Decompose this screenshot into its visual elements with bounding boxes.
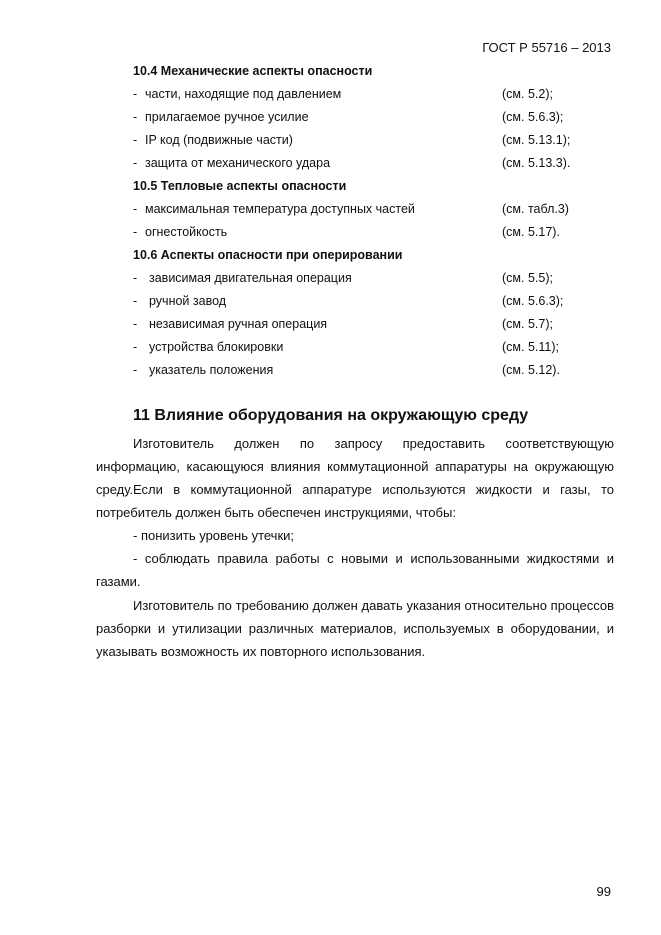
list-item — [0, 225, 661, 245]
page-number: 99 — [596, 884, 611, 899]
list-dash: - — [133, 294, 138, 308]
list-dash: - — [133, 363, 138, 377]
list-item — [0, 340, 661, 360]
list-item-label: устройства блокировки — [149, 340, 284, 354]
list-dash: - — [133, 133, 138, 147]
list-item — [0, 271, 661, 291]
list-item-ref: (см. 5.2); — [502, 87, 553, 101]
list-item-ref: (см. 5.13.3). — [502, 156, 571, 170]
list-item — [0, 317, 661, 337]
section-heading-11: 11 Влияние оборудования на окружающую среду — [133, 407, 529, 424]
list-dash: - — [133, 156, 138, 170]
section-title-10-6: 10.6 Аспекты опасности при оперировании — [133, 248, 403, 262]
list-item — [0, 133, 661, 153]
paragraph: Изготовитель должен по запросу предоставить соответствующую информацию, касающуюся влияния коммутационной аппаратуры на окружающую среду. — [96, 436, 614, 497]
section-title-10-5: 10.5 Тепловые аспекты опасности — [133, 179, 347, 193]
paragraph: - понизить уровень утечки; — [133, 528, 295, 543]
list-item-label: прилагаемое ручное усилие — [145, 110, 309, 124]
list-item — [0, 202, 661, 222]
list-item-ref: (см. 5.12). — [502, 363, 560, 377]
list-dash: - — [133, 225, 138, 239]
paragraph: Если в коммутационной аппаратуре используются жидкости и газы, то потребитель должен быть обеспечен инструкциями, чтобы: — [96, 482, 614, 520]
list-item-ref: (см. 5.11); — [502, 340, 559, 354]
list-dash: - — [133, 340, 138, 354]
list-dash: - — [133, 87, 138, 101]
section-title-10-4: 10.4 Механические аспекты опасности — [133, 64, 373, 78]
list-item-label: указатель положения — [149, 363, 274, 377]
list-item-ref: (см. табл.3) — [502, 202, 569, 216]
list-dash: - — [133, 202, 138, 216]
paragraph: Изготовитель по требованию должен давать указания относительно процессов разборки и утилизации различных материалов, используемых в оборудовании, и указывать возможность их повторного использования. — [96, 598, 614, 659]
list-item — [0, 110, 661, 130]
list-item-ref: (см. 5.5); — [502, 271, 553, 285]
list-item-ref: (см. 5.13.1); — [502, 133, 571, 147]
list-item-ref: (см. 5.6.3); — [502, 110, 564, 124]
list-item-ref: (см. 5.17). — [502, 225, 560, 239]
list-item — [0, 156, 661, 176]
list-item-label: зависимая двигательная операция — [149, 271, 352, 285]
list-item-label: защита от механического удара — [145, 156, 331, 170]
list-item — [0, 363, 661, 383]
list-item-ref: (см. 5.6.3); — [502, 294, 564, 308]
list-dash: - — [133, 110, 138, 124]
list-item-ref: (см. 5.7); — [502, 317, 553, 331]
list-item-label: части, находящие под давлением — [145, 87, 342, 101]
list-item-label: IP код (подвижные части) — [145, 133, 293, 147]
list-item — [0, 87, 661, 107]
list-item-label: максимальная температура доступных частей — [145, 202, 415, 216]
list-dash: - — [133, 271, 138, 285]
document-header: ГОСТ Р 55716 – 2013 — [482, 40, 611, 55]
list-item-label: ручной завод — [149, 294, 227, 308]
list-item — [0, 294, 661, 314]
list-item-label: независимая ручная операция — [149, 317, 328, 331]
list-item-label: огнестойкость — [145, 225, 228, 239]
list-dash: - — [133, 317, 138, 331]
paragraph: - соблюдать правила работы с новыми и использованными жидкостями и газами. — [96, 551, 614, 589]
